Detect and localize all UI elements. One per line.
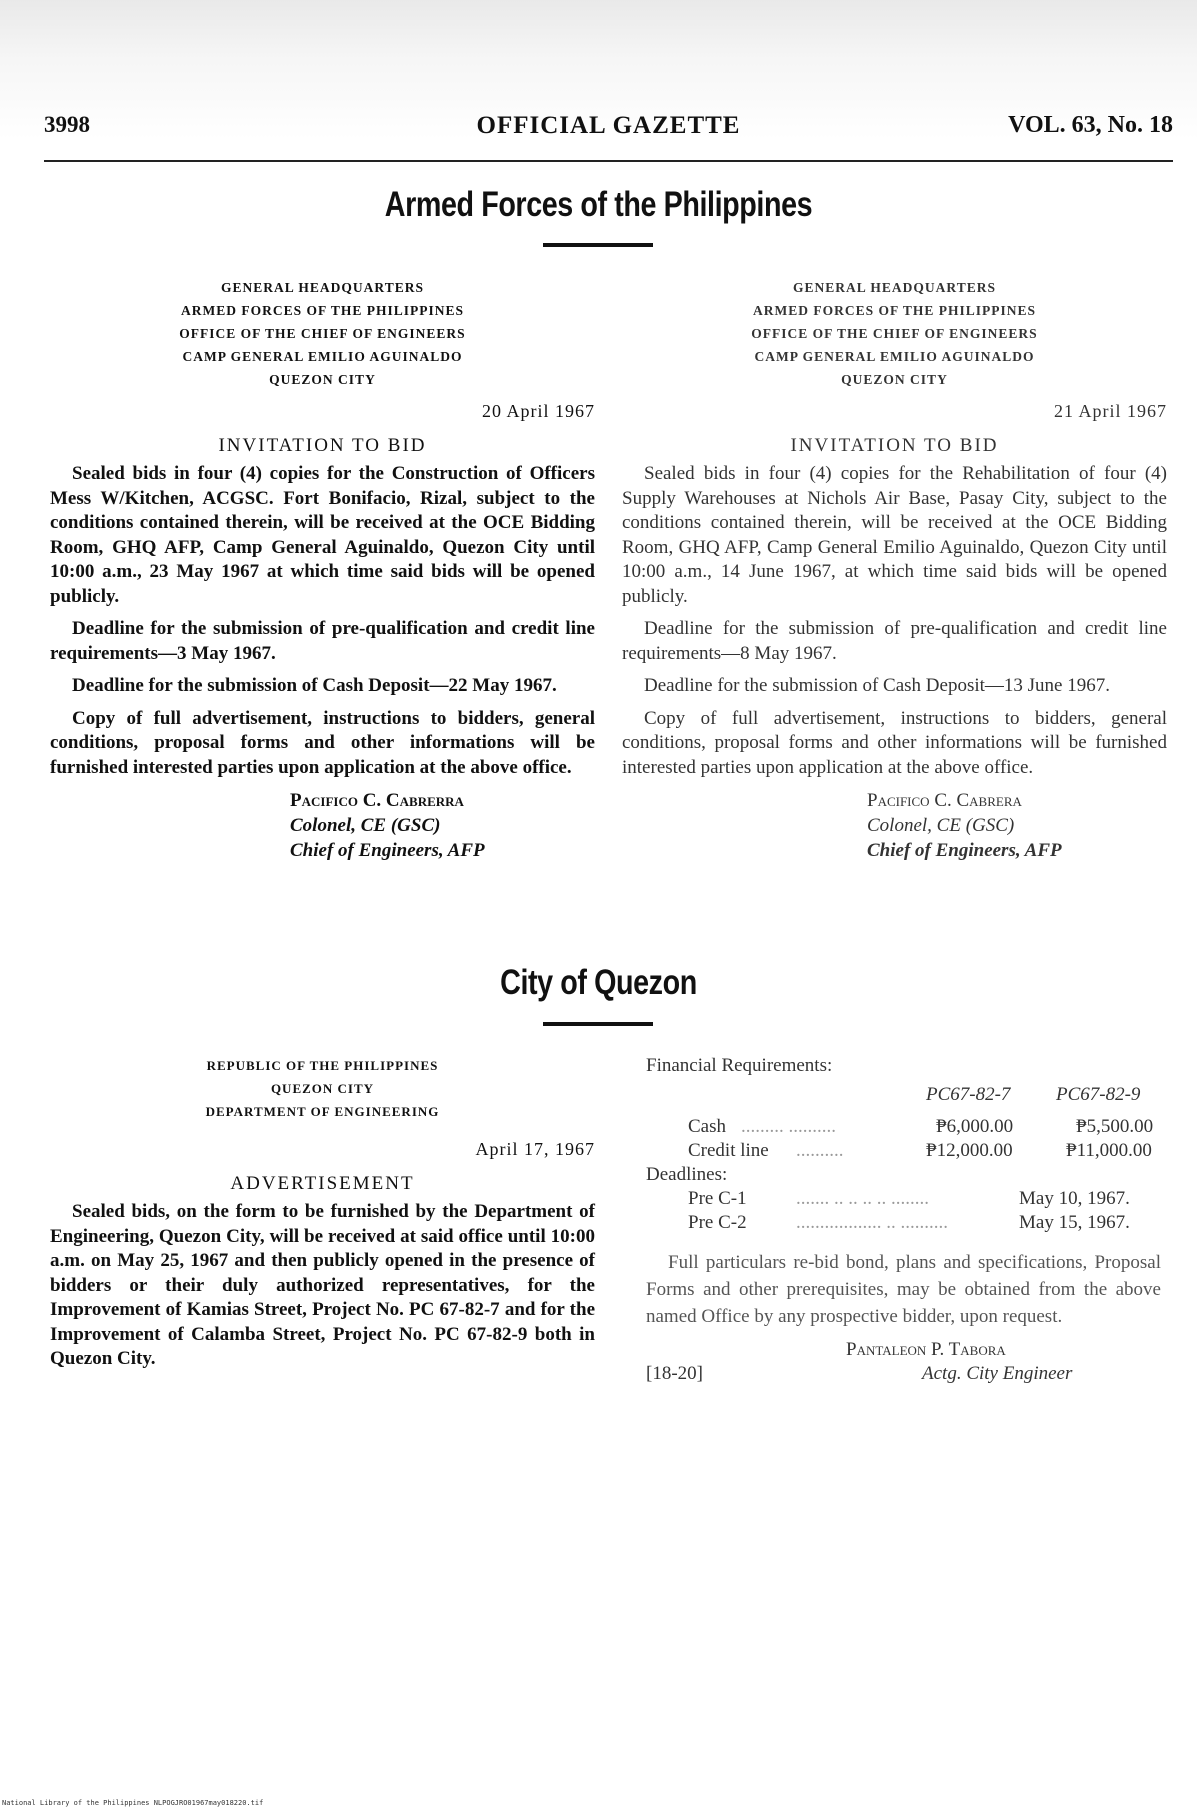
fin-header-row bbox=[646, 1083, 1161, 1107]
fin-row-prec2 bbox=[646, 1211, 1161, 1235]
notice-date: 20 April 1967 bbox=[481, 401, 595, 421]
hq-line: ARMED FORCES OF THE PHILIPPINES bbox=[180, 303, 465, 318]
notice-date: 21 April 1967 bbox=[1053, 401, 1167, 421]
notice-paragraph: Sealed bids, on the form to be furnished by the Department of Engineering, Quezon City, will be received at said office until 10:00 a.m. on May 25, 1967 and then publicly opened in the presence of bidders or their duly authorized representatives, for the Improvement of Kamias Street, Project No. PC 67-82-7 and for the Improvement of Calamba Street, Project No. PC 67-82-9 both in Quezon City. bbox=[50, 1201, 595, 1369]
amount: ₱12,000.00 bbox=[926, 1139, 1013, 1161]
notice-paragraph: Copy of full advertisement, instructions to bidders, general conditions, proposal forms and other informations will be furnished interested parties upon application at the above office. bbox=[622, 707, 1167, 778]
hq-line: ARMED FORCES OF THE PHILIPPINES bbox=[752, 303, 1037, 318]
header-rule bbox=[44, 160, 1173, 162]
notice-heading: INVITATION TO BID bbox=[218, 434, 427, 456]
notice-paragraph: Deadline for the submission of pre-qualification and credit line requirements—8 May 1967. bbox=[622, 618, 1167, 664]
signatory-rank: Colonel, CE (GSC) bbox=[290, 815, 441, 836]
financial-requirements bbox=[646, 1054, 1161, 1386]
fin-row-deadlines bbox=[646, 1163, 1161, 1187]
notice-paragraph: Full particulars re-bid bond, plans and specifications, Proposal Forms and other prerequisites, may be obtained from the above named Office by any prospective bidder, upon request. bbox=[646, 1251, 1161, 1327]
quezon-advertisement bbox=[50, 1054, 595, 1380]
hq-block bbox=[622, 276, 1167, 391]
leader-dots: ....... .. .. .. .. ........ bbox=[796, 1187, 929, 1209]
leader-dots: ......... .......... bbox=[741, 1115, 836, 1137]
hq-line: CAMP GENERAL EMILIO AGUINALDO bbox=[182, 349, 463, 364]
signatory-name: Pacifico C. Cabrerra bbox=[290, 790, 464, 811]
amount: ₱6,000.00 bbox=[936, 1115, 1014, 1137]
section-divider bbox=[543, 243, 653, 247]
amount: ₱11,000.00 bbox=[1066, 1139, 1152, 1161]
notice-heading: INVITATION TO BID bbox=[790, 434, 999, 456]
afp-left-notice bbox=[50, 276, 595, 863]
signatory-rank: Colonel, CE (GSC) bbox=[867, 815, 1015, 836]
leader-dots: .......... bbox=[796, 1139, 844, 1161]
signatory-name: Pacifico C. Cabrera bbox=[867, 790, 1022, 811]
project-code: PC67-82-9 bbox=[1056, 1083, 1141, 1105]
row-label: Pre C-1 bbox=[688, 1187, 747, 1209]
deadline-date: May 10, 1967. bbox=[1019, 1187, 1130, 1209]
hq-line: OFFICE OF THE CHIEF OF ENGINEERS bbox=[751, 326, 1038, 341]
section-title-afp: Armed Forces of the Philippines bbox=[384, 185, 813, 224]
signature-row bbox=[646, 1338, 1161, 1386]
row-label: Cash bbox=[688, 1115, 726, 1137]
hq-line: DEPARTMENT OF ENGINEERING bbox=[205, 1104, 440, 1119]
afp-right-notice bbox=[622, 276, 1167, 863]
page-number: 3998 bbox=[44, 112, 90, 137]
row-label: Credit line bbox=[688, 1139, 769, 1161]
scan-attribution: National Library of the Philippines NLPOGJRO01967may018220.tif bbox=[2, 1799, 264, 1807]
hq-block bbox=[50, 1054, 595, 1123]
hq-line: REPUBLIC OF THE PHILIPPINES bbox=[206, 1058, 439, 1073]
hq-line: CAMP GENERAL EMILIO AGUINALDO bbox=[754, 349, 1035, 364]
hq-line: OFFICE OF THE CHIEF OF ENGINEERS bbox=[179, 326, 466, 341]
fin-heading: Financial Requirements: bbox=[646, 1055, 833, 1076]
row-label: Deadlines: bbox=[646, 1163, 728, 1185]
signatory-title: Actg. City Engineer bbox=[922, 1362, 1073, 1384]
project-code: PC67-82-7 bbox=[926, 1083, 1011, 1105]
row-label: Pre C-2 bbox=[688, 1211, 747, 1233]
signatory-name: Pantaleon P. Tabora bbox=[846, 1338, 1006, 1360]
notice-paragraph: Sealed bids in four (4) copies for the Rehabilitation of four (4) Supply Warehouses at Nichols Air Base, Pasay City, subject to the conditions contained therein, will be received at the OCE Bidding Room, GHQ AFP, Camp General Emilio Aguinaldo, Quezon City until 10:00 a.m., 14 June 1967, at which time said bids will be opened publicly. bbox=[622, 463, 1167, 607]
hq-line: QUEZON CITY bbox=[269, 372, 376, 387]
hq-block bbox=[50, 276, 595, 391]
reference-number: [18-20] bbox=[646, 1362, 703, 1384]
signatory-title: Chief of Engineers, AFP bbox=[867, 840, 1062, 861]
fin-row-cash bbox=[646, 1115, 1161, 1139]
notice-paragraph: Deadline for the submission of pre-qualification and credit line requirements—3 May 1967. bbox=[50, 618, 595, 664]
notice-date: April 17, 1967 bbox=[475, 1139, 595, 1159]
notice-paragraph: Copy of full advertisement, instructions to bidders, general conditions, proposal forms and other informations will be furnished interested parties upon application at the above office. bbox=[50, 707, 595, 778]
section-title-quezon: City of Quezon bbox=[500, 963, 697, 1002]
page-header bbox=[44, 112, 1173, 146]
fin-row-credit bbox=[646, 1139, 1161, 1163]
fin-row-prec1 bbox=[646, 1187, 1161, 1211]
notice-paragraph: Deadline for the submission of Cash Deposit—22 May 1967. bbox=[72, 675, 557, 696]
leader-dots: .................. .. .......... bbox=[796, 1211, 948, 1233]
section-divider bbox=[543, 1022, 653, 1026]
notice-paragraph: Sealed bids in four (4) copies for the Construction of Officers Mess W/Kitchen, ACGSC. Fort Bonifacio, Rizal, subject to the conditions contained therein, will be received at the OCE Bidding Room, GHQ AFP, Camp General Aguinaldo, Quezon City until 10:00 a.m., 23 May 1967 at which time said bids will be opened publicly. bbox=[50, 463, 595, 607]
hq-line: GENERAL HEADQUARTERS bbox=[221, 280, 424, 295]
deadline-date: May 15, 1967. bbox=[1019, 1211, 1130, 1233]
volume-number: VOL. 63, No. 18 bbox=[1008, 112, 1173, 138]
notice-heading: ADVERTISEMENT bbox=[230, 1172, 415, 1194]
signature-block bbox=[290, 788, 595, 863]
signatory-title: Chief of Engineers, AFP bbox=[290, 840, 485, 861]
hq-line: GENERAL HEADQUARTERS bbox=[793, 280, 996, 295]
hq-line: QUEZON CITY bbox=[270, 1081, 375, 1096]
hq-line: QUEZON CITY bbox=[841, 372, 948, 387]
publication-title: OFFICIAL GAZETTE bbox=[476, 112, 741, 139]
notice-paragraph: Deadline for the submission of Cash Deposit—13 June 1967. bbox=[644, 675, 1110, 696]
signature-block bbox=[867, 788, 1167, 863]
amount: ₱5,500.00 bbox=[1076, 1115, 1154, 1137]
